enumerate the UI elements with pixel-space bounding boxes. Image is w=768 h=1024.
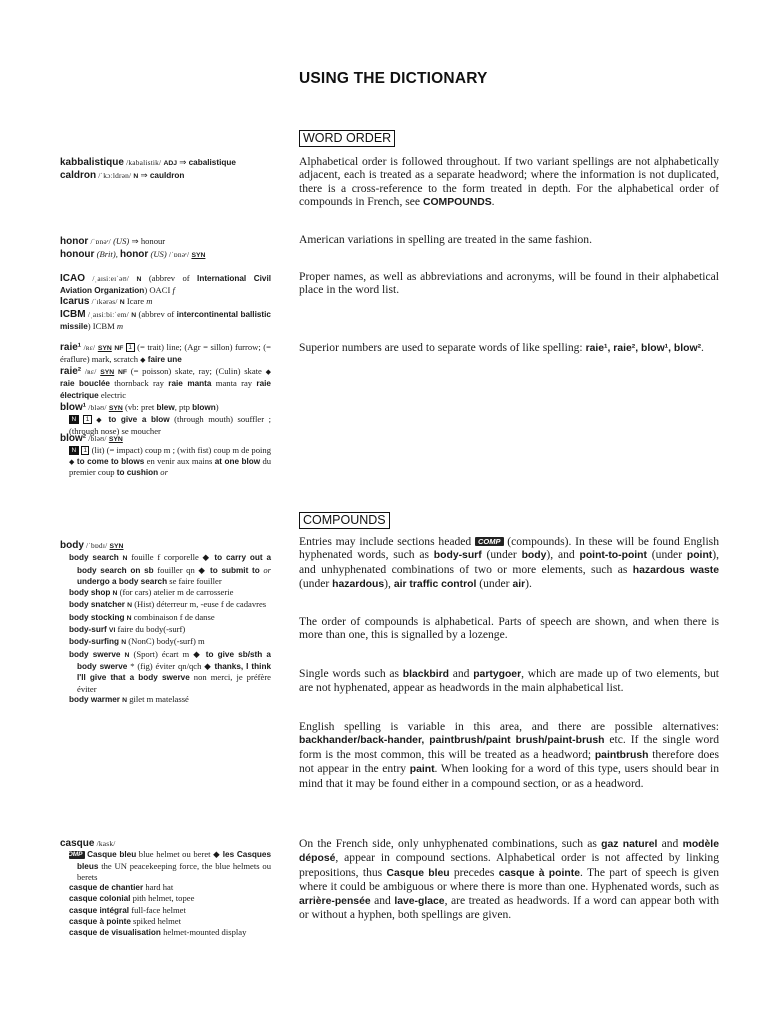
entry-body: body /ˈbɒdɪ/ SYN body search N fouille f corporelle ◆ to carry out a body search on sb fouiller qn ◆ to submit to or undergo a body search se faire fouiller body shop N (for cars) atelier m de carrosserie body snatcher N (Hist) déterreur m, -euse f de cadavres body stocking N combinaison f de danse body-surf VI faire du body(-surf) body-surfing N (NonC) body(-surf) m body swerve N (Sport) écart m ◆ to give sb/sth a body swerve * (fig) éviter qn/qch ◆ thanks, I think I'll give that a body swerve non merci, je préfère éviter body warmer N gilet m matelassé (60, 540, 271, 706)
compound-line: body-surfing N (NonC) body(-surf) m (69, 636, 205, 647)
compound-line: casque colonial pith helmet, topee (69, 893, 195, 904)
compound-line: casque intégral full-face helmet (69, 904, 186, 915)
paragraph-alphabetical-order: Alphabetical order is followed throughout. If two variant spellings are not alphabetically adjacent, each is treated as a separate headword; where the information is not duplicated, there is a cross-reference to the form treated in depth. For the alphabetical order of compounds in French, see COMPOUNDS. (299, 155, 719, 209)
compound-line: body-surf VI faire du body(-surf) (69, 624, 186, 635)
paragraph-order-of-compounds: The order of compounds is alphabetical. Parts of speech are shown, and when there is more than one, this is signalled by a lozenge. (299, 615, 719, 642)
entry-icao: ICAO /ˌaɪsiːeɪˈəʊ/ N (abbrev of International Civil Aviation Organization) OACI f (60, 273, 272, 296)
entry-kabbalistique: kabbalistique /kabalistik/ ADJ ⇒ cabalistique (60, 157, 236, 168)
compound-line: casque de visualisation helmet-mounted display (69, 927, 247, 938)
compound-line: body swerve N (Sport) écart m ◆ to give sb/sth a body swerve * (fig) éviter qn/qch ◆ thanks, I think I'll give that a body swerve non merci, je préfère éviter (69, 648, 271, 694)
paragraph-english-spelling: English spelling is variable in this area, and there are possible alternatives: backhander/back-hander, paintbrush/paint brush/paint-brush etc. If the single word form is the most common, this will be treated as a headword; paintbrush therefore does not appear in the entry paint. When looking for a word of this type, users should bear in mind that it may be found either in a compound section, or as a headword. (299, 720, 720, 790)
paragraph-compound-sections: Entries may include sections headed COMP (compounds). In these will be found English hyphenated words, such as body-surf (under body), and point-to-point (under point), and unhyphenated combinations of two or more elements, such as hazardous waste (under hazardous), air traffic control (under air). (299, 535, 720, 591)
paragraph-american-variations: American variations in spelling are treated in the same fashion. (299, 233, 592, 246)
compound-line: body snatcher N (Hist) déterreur m, -euse f de cadavres (69, 599, 267, 610)
compound-line: COMP Casque bleu blue helmet ou beret ◆ les Casques bleus the UN peacekeeping force, the blue helmets ou berets (63, 849, 271, 882)
entry-blow1: blow¹ /bləʊ/ SYN (vb: pret blew, ptp blown) N 1 ◆ to give a blow (through mouth) souffler ; (through nose) se moucher (60, 402, 271, 436)
compound-line: body stocking N combinaison f de danse (69, 611, 215, 622)
paragraph-french-side: On the French side, only unhyphenated combinations, such as gaz naturel and modèle déposé, appear in compound sections. Alphabetical order is not affected by linking prepositions, thus Casque bleu precedes casque à pointe. The part of speech is given where it could be ambiguous or where there is more than one. Hyphenated words, such as arrière-pensée and lave-glace, are treated as headwords. If a word can appear both with or without a hyphen, both spellings are given. (299, 837, 720, 922)
entry-honour: honour (Brit), honor (US) /ˈɒnəʳ/ SYN (60, 249, 206, 260)
entry-icbm: ICBM /ˌaɪsiːbiːˈem/ N (abbrev of intercontinental ballistic missile) ICBM m (60, 309, 271, 332)
entry-raie1: raie¹ /ʀɛ/ SYN NF 1 (= trait) line; (Agr = sillon) furrow; (= éraflure) mark, scratch ◆ faire une (60, 342, 271, 365)
entry-casque: casque /kask/ COMP Casque bleu blue helmet ou beret ◆ les Casques bleus the UN peacekeeping force, the blue helmets ou berets casque de chantier hard hat casque colonial pith helmet, topee casque intégral full-face helmet casque à pointe spiked helmet casque de visualisation helmet-mounted display (60, 838, 271, 938)
paragraph-proper-names: Proper names, as well as abbreviations and acronyms, will be found in their alphabetical place in the word list. (299, 270, 719, 297)
compound-line: body search N fouille f corporelle ◆ to carry out a body search on sb fouiller qn ◆ to submit to or undergo a body search se faire fouiller (69, 552, 272, 586)
comp-label-icon: COMP (475, 537, 504, 546)
comp-label-icon: COMP (63, 851, 83, 859)
entry-raie2: raie² /ʀɛ/ SYN NF (= poisson) skate, ray; (Culin) skate ◆ raie bouclée thornback ray raie manta manta ray raie électrique electric (60, 366, 271, 400)
compound-line: casque à pointe spiked helmet (69, 916, 182, 927)
entry-caldron: caldron /ˈkɔːldrən/ N ⇒ cauldron (60, 170, 185, 181)
entry-honor: honor /ˈɒnəʳ/ (US) ⇒ honour (60, 236, 166, 247)
paragraph-superior-numbers: Superior numbers are used to separate words of like spelling: raie¹, raie², blow¹, blow². (299, 341, 704, 354)
compound-line: body warmer N gilet m matelassé (69, 693, 189, 704)
page-title: USING THE DICTIONARY (299, 70, 488, 87)
entry-blow2: blow² /bləʊ/ SYN N 1 (lit) (= impact) coup m ; (with fist) coup m de poing ◆ to come to blows en venir aux mains at one blow du premier coup to cushion or (60, 433, 272, 477)
section-heading-compounds: COMPOUNDS (299, 512, 390, 529)
compound-line: body shop N (for cars) atelier m de carrosserie (69, 587, 234, 598)
compound-line: casque de chantier hard hat (69, 882, 174, 893)
entry-icarus: Icarus /ˈɪkərəs/ N Icare m (60, 296, 153, 307)
paragraph-single-words: Single words such as blackbird and partygoer, which are made up of two elements, but are not hyphenated, appear as headwords in the main alphabetical list. (299, 667, 719, 695)
section-heading-word-order: WORD ORDER (299, 130, 395, 147)
